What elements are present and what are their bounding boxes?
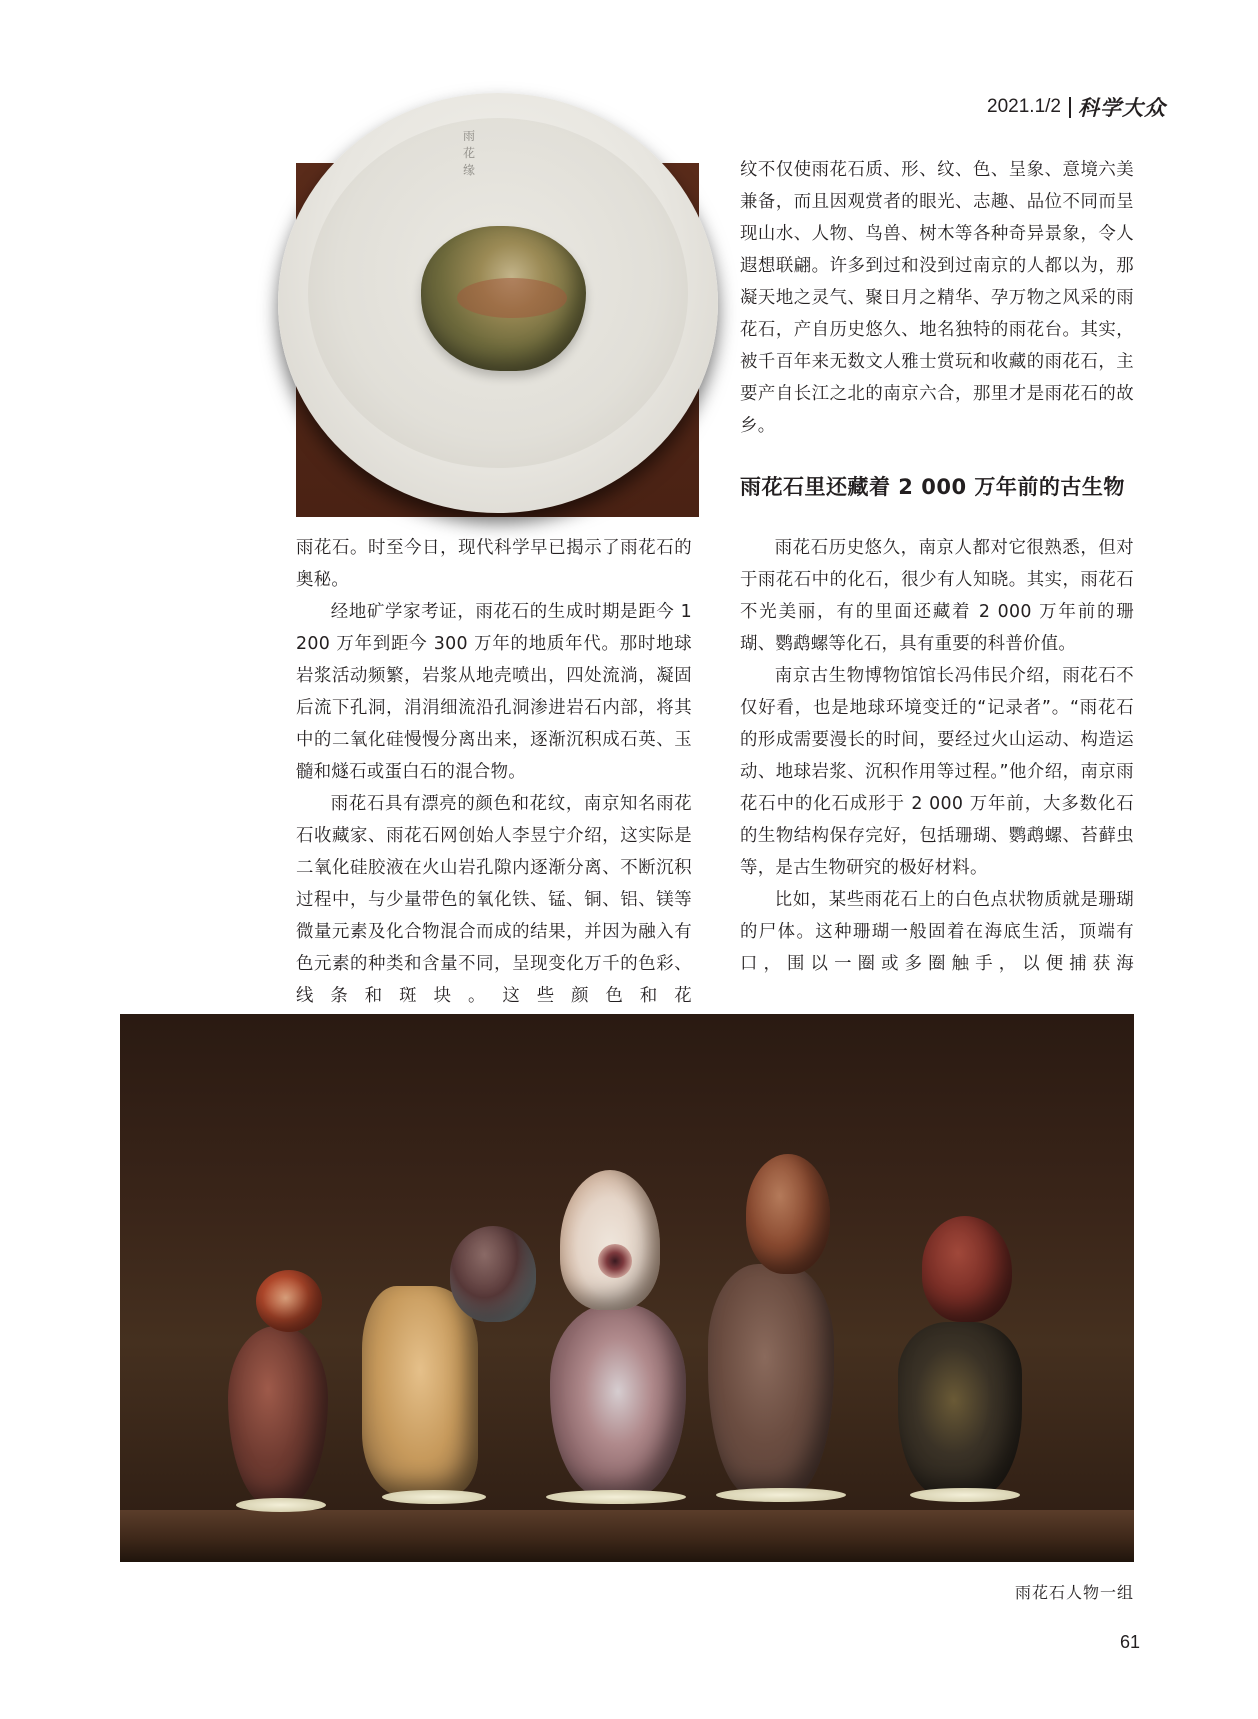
photo-caption: 雨花石人物一组: [1014, 1583, 1134, 1602]
paragraph: 纹不仅使雨花石质、形、纹、色、呈象、意境六美兼备，而且因观赏者的眼光、志趣、品位不同而呈现山水、人物、鸟兽、树木等各种奇异景象，令人遐想联翩。许多到过和没到过南京的人都以为，那凝天地之灵气、聚日月之精华、孕万物之风采的雨花石，产自历史悠久、地名独特的雨花台。其实，被千百年来无数文人雅士赏玩和收藏的雨花石，主要产自长江之北的南京六合，那里才是雨花石的故乡。: [740, 160, 1134, 436]
magazine-logo: 科学大众: [1078, 95, 1166, 120]
stone-figure-5-body: [898, 1322, 1022, 1496]
stone-figure-1-body: [228, 1326, 328, 1506]
section-subheading: 雨花石里还藏着 2 000 万年前的古生物: [740, 475, 1125, 499]
rain-flower-stone: [421, 226, 586, 371]
stone-figure-2-base: [382, 1490, 486, 1504]
stone-figure-4-head: [746, 1154, 830, 1274]
left-column-text: [296, 532, 692, 1012]
bowl-interior: [308, 118, 688, 468]
stone-figure-4-base: [716, 1488, 846, 1502]
bowl-stone-photo: [296, 129, 699, 517]
bowl-rim: [278, 93, 718, 513]
paragraph: 雨花石历史悠久，南京人都对它很熟悉，但对于雨花石中的化石，很少有人知晓。其实，雨花石不光美丽，有的里面还藏着 2 000 万年前的珊瑚、鹦鹉螺等化石，具有重要的科普价值。: [740, 538, 1134, 654]
stone-figure-2-body: [362, 1286, 478, 1496]
header-divider: [1069, 97, 1071, 118]
paragraph: 南京古生物博物馆馆长冯伟民介绍，雨花石不仅好看，也是地球环境变迁的“记录者”。“雨花石的形成需要漫长的时间，要经过火山运动、构造运动、地球岩浆、沉积作用等过程。”他介绍，南京雨花石中的化石成形于 2 000 万年前，大多数化石的生物结构保存完好，包括珊瑚、鹦鹉螺、苔藓虫等，是古生物研究的极好材料。: [740, 666, 1134, 878]
paragraph: 经地矿学家考证，雨花石的生成时期是距今 1 200 万年到距今 300 万年的地质年代。那时地球岩浆活动频繁，岩浆从地壳喷出，四处流淌，凝固后流下孔洞，涓涓细流沿孔洞渗进岩石内部，将其中的二氧化硅慢慢分离出来，逐渐沉积成石英、玉髓和燧石或蛋白石的混合物。: [296, 602, 692, 782]
stone-figure-1-base: [236, 1498, 326, 1512]
issue-date: 2021.1/2: [987, 96, 1061, 117]
running-header: [987, 92, 1166, 122]
right-column-text: [740, 532, 1134, 980]
stone-figure-2-head: [450, 1226, 536, 1322]
stone-figure-3-body: [550, 1304, 686, 1498]
stone-figure-3-eye: [598, 1244, 632, 1278]
stone-figure-5-base: [910, 1488, 1020, 1502]
stone-figure-3-base: [546, 1490, 686, 1504]
shelf: [120, 1510, 1134, 1562]
stone-figure-5-head: [922, 1216, 1012, 1322]
stone-figure-4-body: [708, 1264, 834, 1496]
stone-pattern-band: [457, 278, 567, 318]
paragraph: 雨花石。时至今日，现代科学早已揭示了雨花石的奥秘。: [296, 538, 692, 590]
page-number: 61: [1119, 1632, 1140, 1652]
bowl-inscription: 雨花缘: [462, 129, 475, 177]
stone-figure-1-head: [256, 1270, 322, 1332]
paragraph: 雨花石具有漂亮的颜色和花纹，南京知名雨花石收藏家、雨花石网创始人李昱宁介绍，这实际是二氧化硅胶液在火山岩孔隙内逐渐分离、不断沉积过程中，与少量带色的氧化铁、锰、铜、铝、镁等微量元素及化合物混合而成的结果，并因为融入有色元素的种类和含量不同，呈现变化万千的色彩、线条和斑块。这些颜色和花: [296, 794, 692, 1006]
stone-figures-photo: [120, 1014, 1134, 1562]
right-column-top-text: [740, 154, 1134, 442]
stone-figure-3-head: [560, 1170, 660, 1310]
paragraph: 比如，某些雨花石上的白色点状物质就是珊瑚的尸体。这种珊瑚一般固着在海底生活，顶端有口，围以一圈或多圈触手，以便捕获海: [740, 890, 1134, 974]
